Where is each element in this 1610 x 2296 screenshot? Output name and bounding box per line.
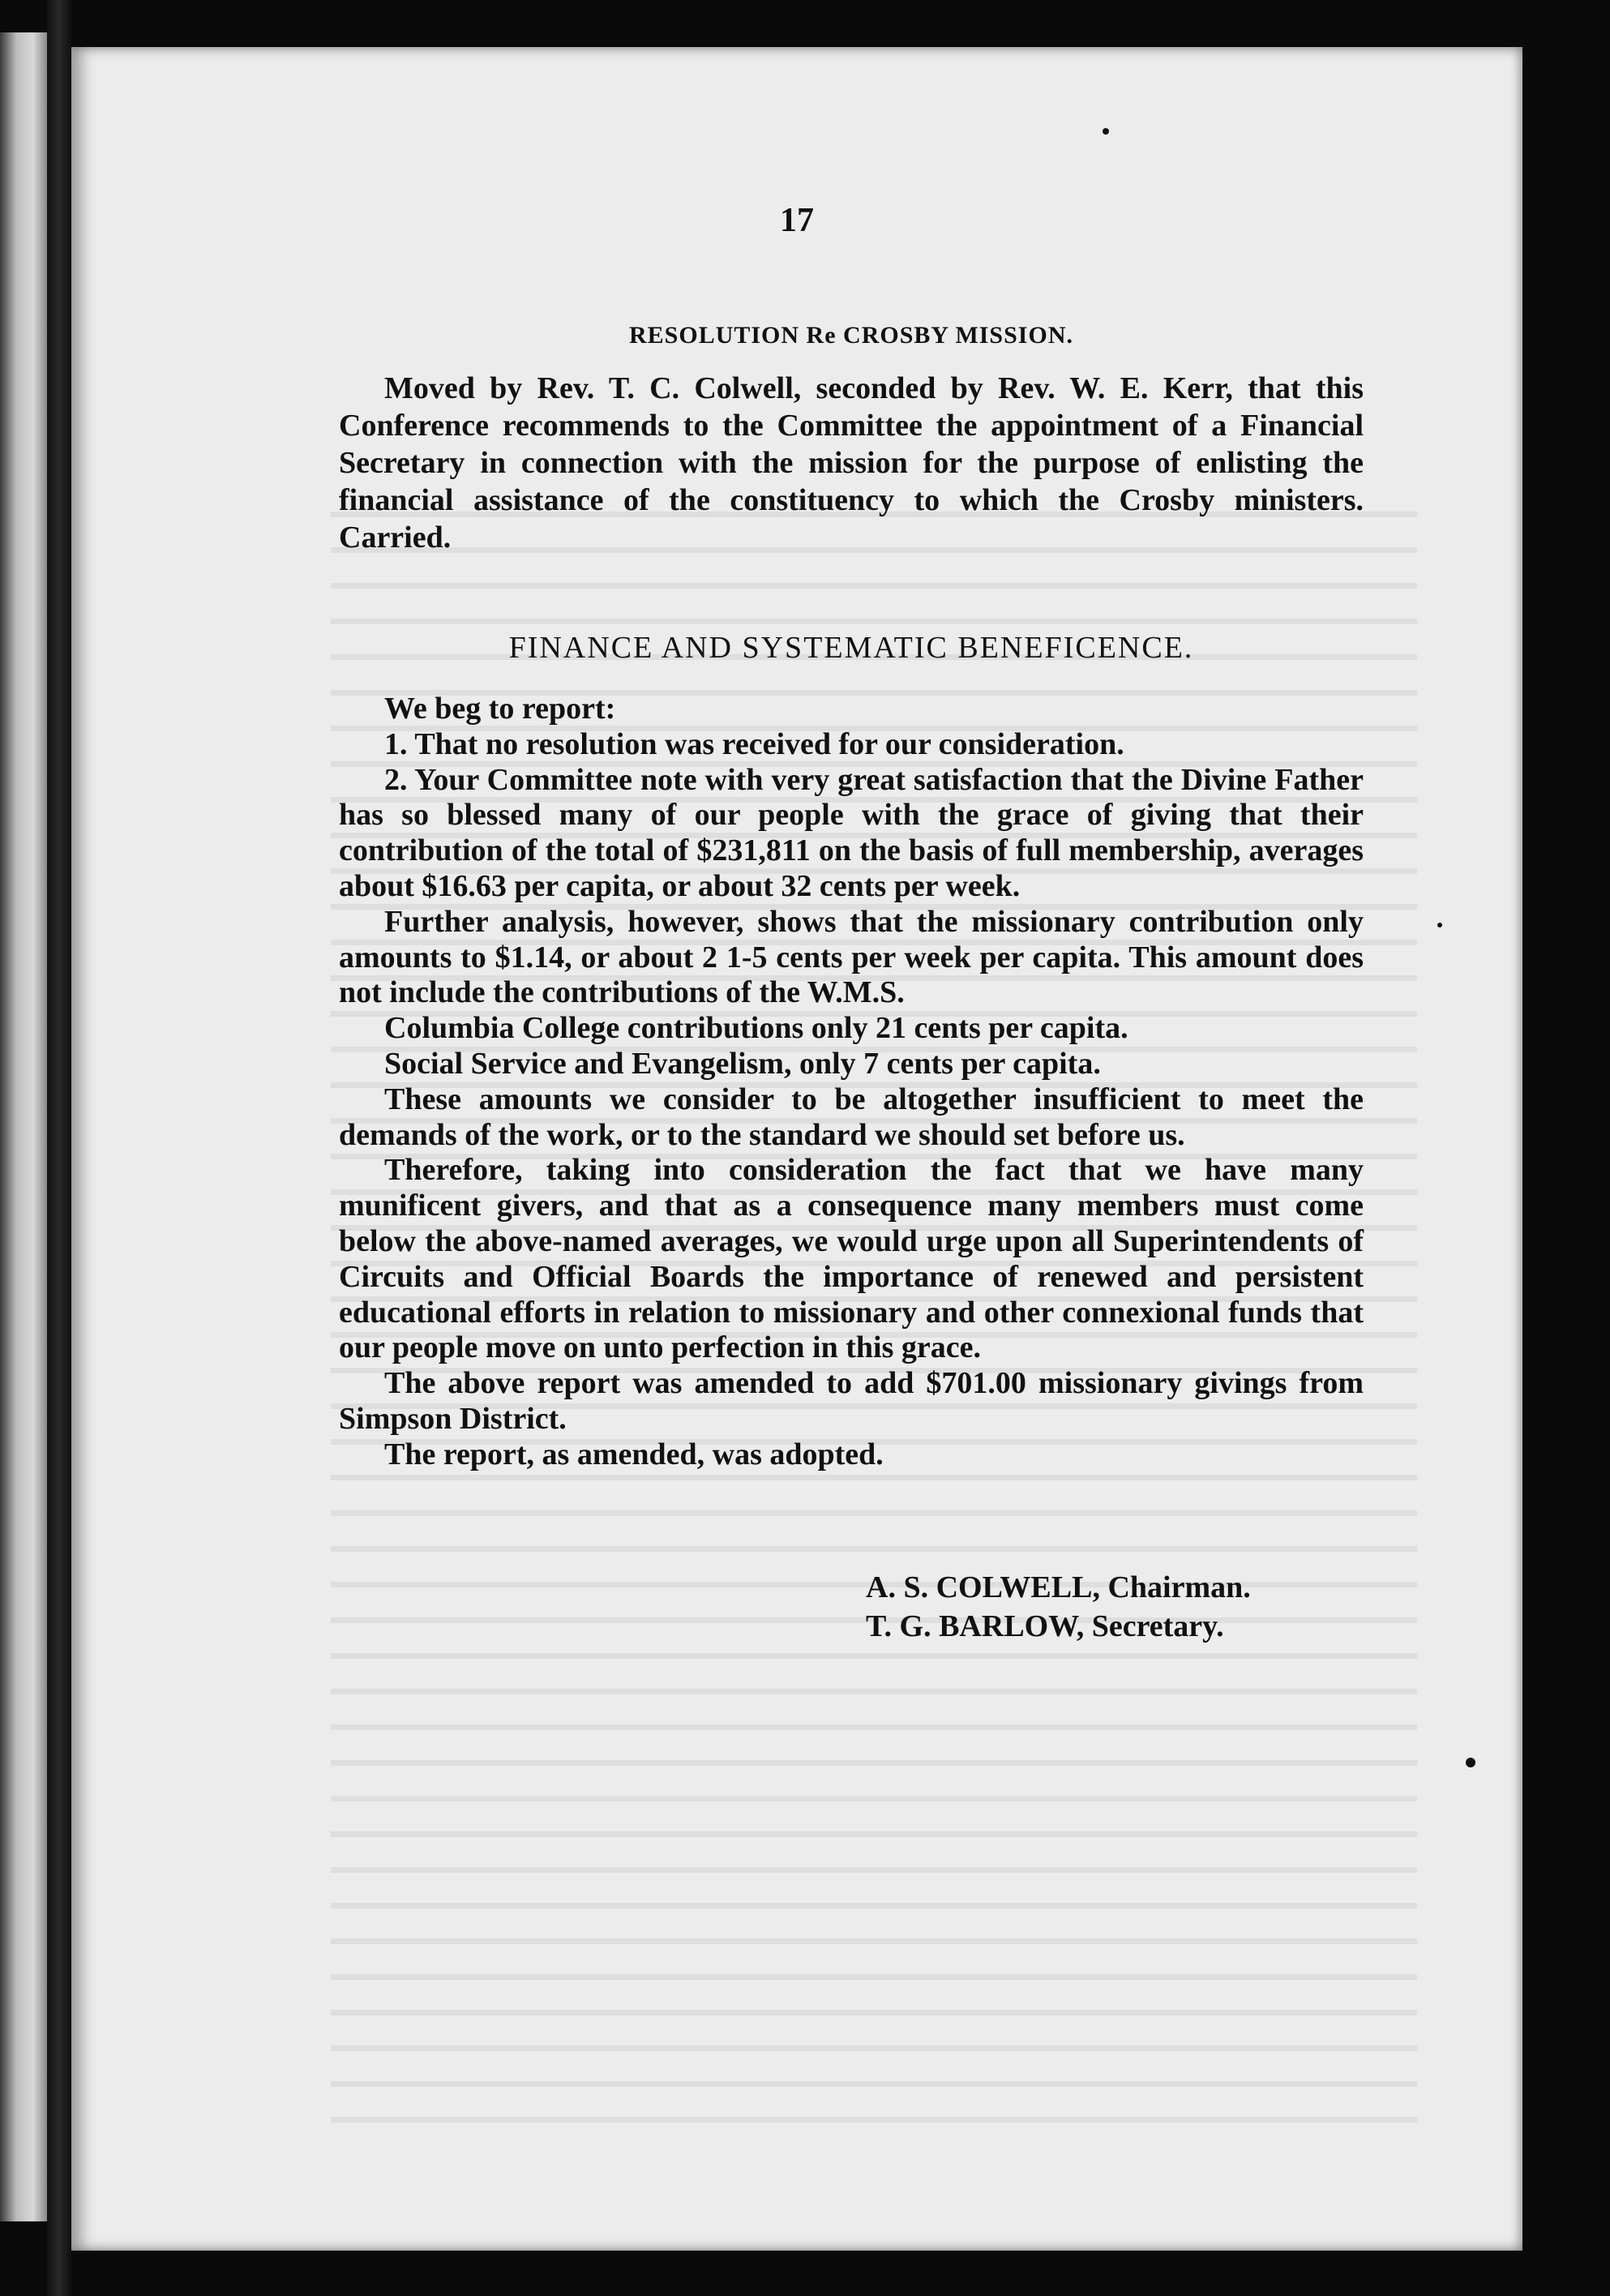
report-paragraph: Therefore, taking into consideration the fact that we have many munificent givers, and that as a consequence many members must come below the above-named averages, we would urge upon all Superintendents of Circuits and Official Boards the importance of renewed and persistent educational efforts in relation to missionary and other connexional funds that our people move on unto perfection in this grace. [339,1153,1364,1365]
signature-block [866,1568,1251,1646]
finance-report [339,692,1364,1473]
report-paragraph: The report, as amended, was adopted. [384,1437,884,1471]
resolution-heading: RESOLUTION Re CROSBY MISSION. [629,322,1073,349]
report-paragraph: Further analysis, however, shows that the missionary contribution only amounts to $1.14, or about 2 1-5 cents per week per capita. This amount does not include the contributions of the W.M.S. [339,904,1364,1010]
secretary-signature: T. G. BARLOW, Secretary. [866,1609,1224,1643]
document-page [71,47,1522,2251]
finance-heading: FINANCE AND SYSTEMATIC BENEFICENCE. [508,631,1194,665]
facing-page-edge [0,32,47,2221]
ink-speck [1437,923,1442,927]
report-paragraph: Social Service and Evangelism, only 7 cents per capita. [384,1046,1101,1081]
ink-speck [1103,128,1109,135]
report-paragraph: 1. That no resolution was received for our consideration. [384,726,1124,761]
ink-speck [1466,1758,1475,1767]
page-number: 17 [780,202,814,239]
report-paragraph: The above report was amended to add $701.00 missionary givings from Simpson District. [339,1366,1364,1436]
book-gutter [47,0,71,2296]
report-paragraph: 2. Your Committee note with very great satisfaction that the Divine Father has so blessed many of our people with the grace of giving that their contribution of the total of $231,811 on the basis of full membership, averages about $16.63 per capita, or about 32 cents per week. [339,762,1364,903]
report-paragraph: These amounts we consider to be altogether insufficient to meet the demands of the work, or to the standard we should set before us. [339,1082,1364,1152]
report-paragraph: We beg to report: [384,692,616,726]
chairman-signature: A. S. COLWELL, Chairman. [866,1570,1251,1604]
report-paragraph: Columbia College contributions only 21 cents per capita. [384,1011,1128,1046]
resolution-body: Moved by Rev. T. C. Colwell, seconded by Rev. W. E. Kerr, that this Conference recommends to the Committee the appointment of a Financial Secretary in connection with the mission for the purpose of enlisting the financial assistance of the constituency to which the Crosby ministers. Carried. [339,371,1364,555]
